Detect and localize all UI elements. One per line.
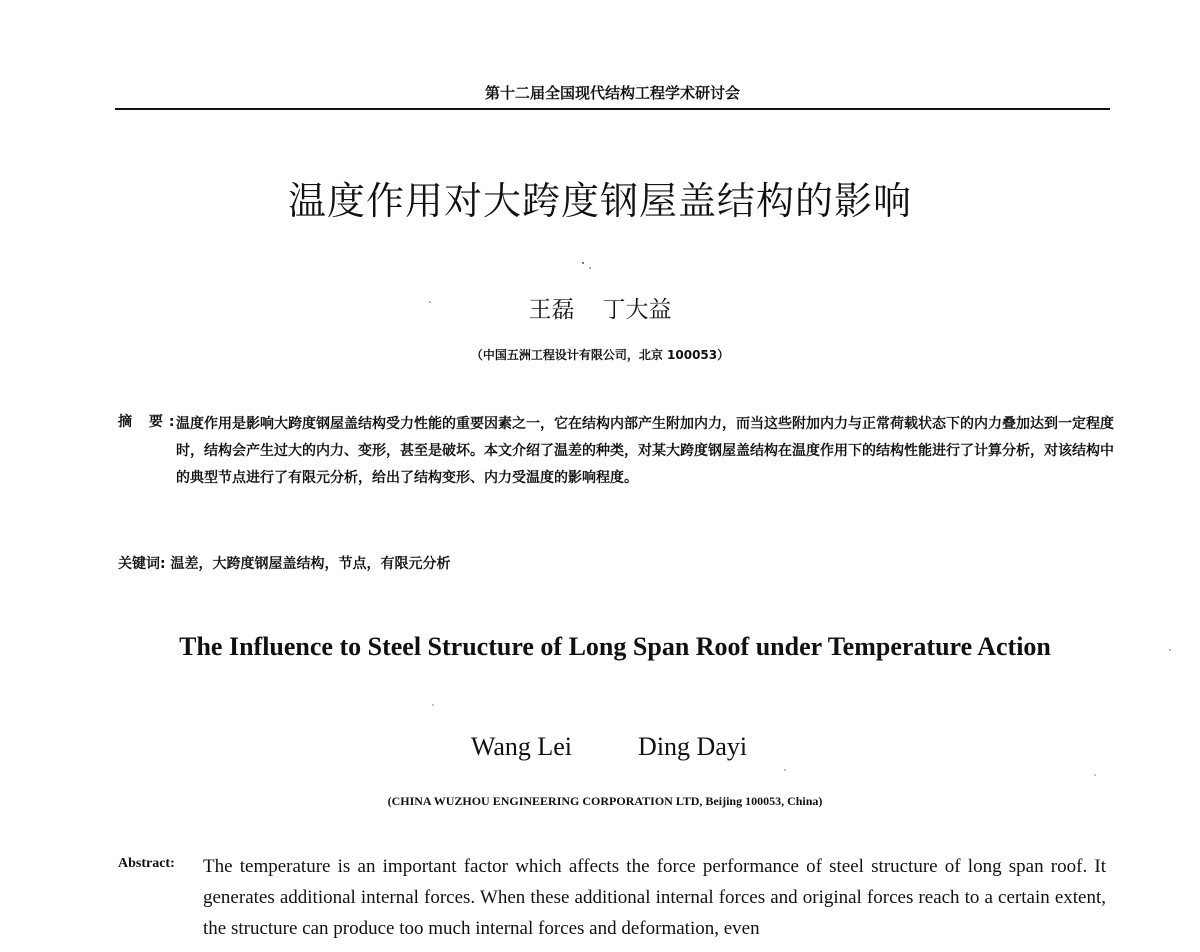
chinese-keywords-label: 关键词:: [118, 556, 166, 572]
chinese-keywords: [118, 553, 1118, 573]
english-affiliation: (CHINA WUZHOU ENGINEERING CORPORATION LTD, Beijing 100053, China): [387, 794, 823, 808]
chinese-keywords-text: 温差，大跨度钢屋盖结构，节点，有限元分析: [170, 556, 451, 572]
chinese-authors: [0, 291, 1200, 324]
english-abstract-text: The temperature is an important factor which affects the force performance of steel structure of long span roof. It generates additional internal forces. When these additional internal forces and original forces reach to a certain extent, the structure can produce too much internal forces and deformation, even: [203, 856, 1106, 939]
author-cn-2: 丁大益: [602, 297, 672, 323]
chinese-abstract: [118, 411, 1118, 492]
author-en-1: Wang Lei: [470, 732, 573, 761]
header-rule: [115, 108, 1110, 110]
author-en-2: Ding Dayi: [638, 732, 748, 761]
running-header: 第十二届全国现代结构工程学术研讨会: [484, 84, 740, 102]
chinese-abstract-text: 温度作用是影响大跨度钢屋盖结构受力性能的重要因素之一，它在结构内部产生附加内力，而当这些附加内力与正常荷载状态下的内力叠加达到一定程度时，结构会产生过大的内力、变形，甚至是破坏。本文介绍了温差的种类，对某大跨度钢屋盖结构在温度作用下的结构性能进行了计算分析，对该结构中的典型节点进行了有限元分析，给出了结构变形、内力受温度的影响程度。: [176, 416, 1114, 486]
english-authors: [0, 732, 1200, 762]
english-abstract-label: Abstract:: [118, 856, 175, 871]
author-cn-1: 王磊: [528, 297, 575, 323]
chinese-affiliation: （中国五洲工程设计有限公司，北京 100053）: [470, 348, 730, 362]
english-title: The Influence to Steel Structure of Long Span Roof under Temperature Action: [179, 632, 1051, 661]
chinese-abstract-label: 摘 要:: [118, 414, 181, 430]
chinese-title: 温度作用对大跨度钢屋盖结构的影响: [287, 179, 912, 223]
english-abstract: [118, 851, 1106, 944]
